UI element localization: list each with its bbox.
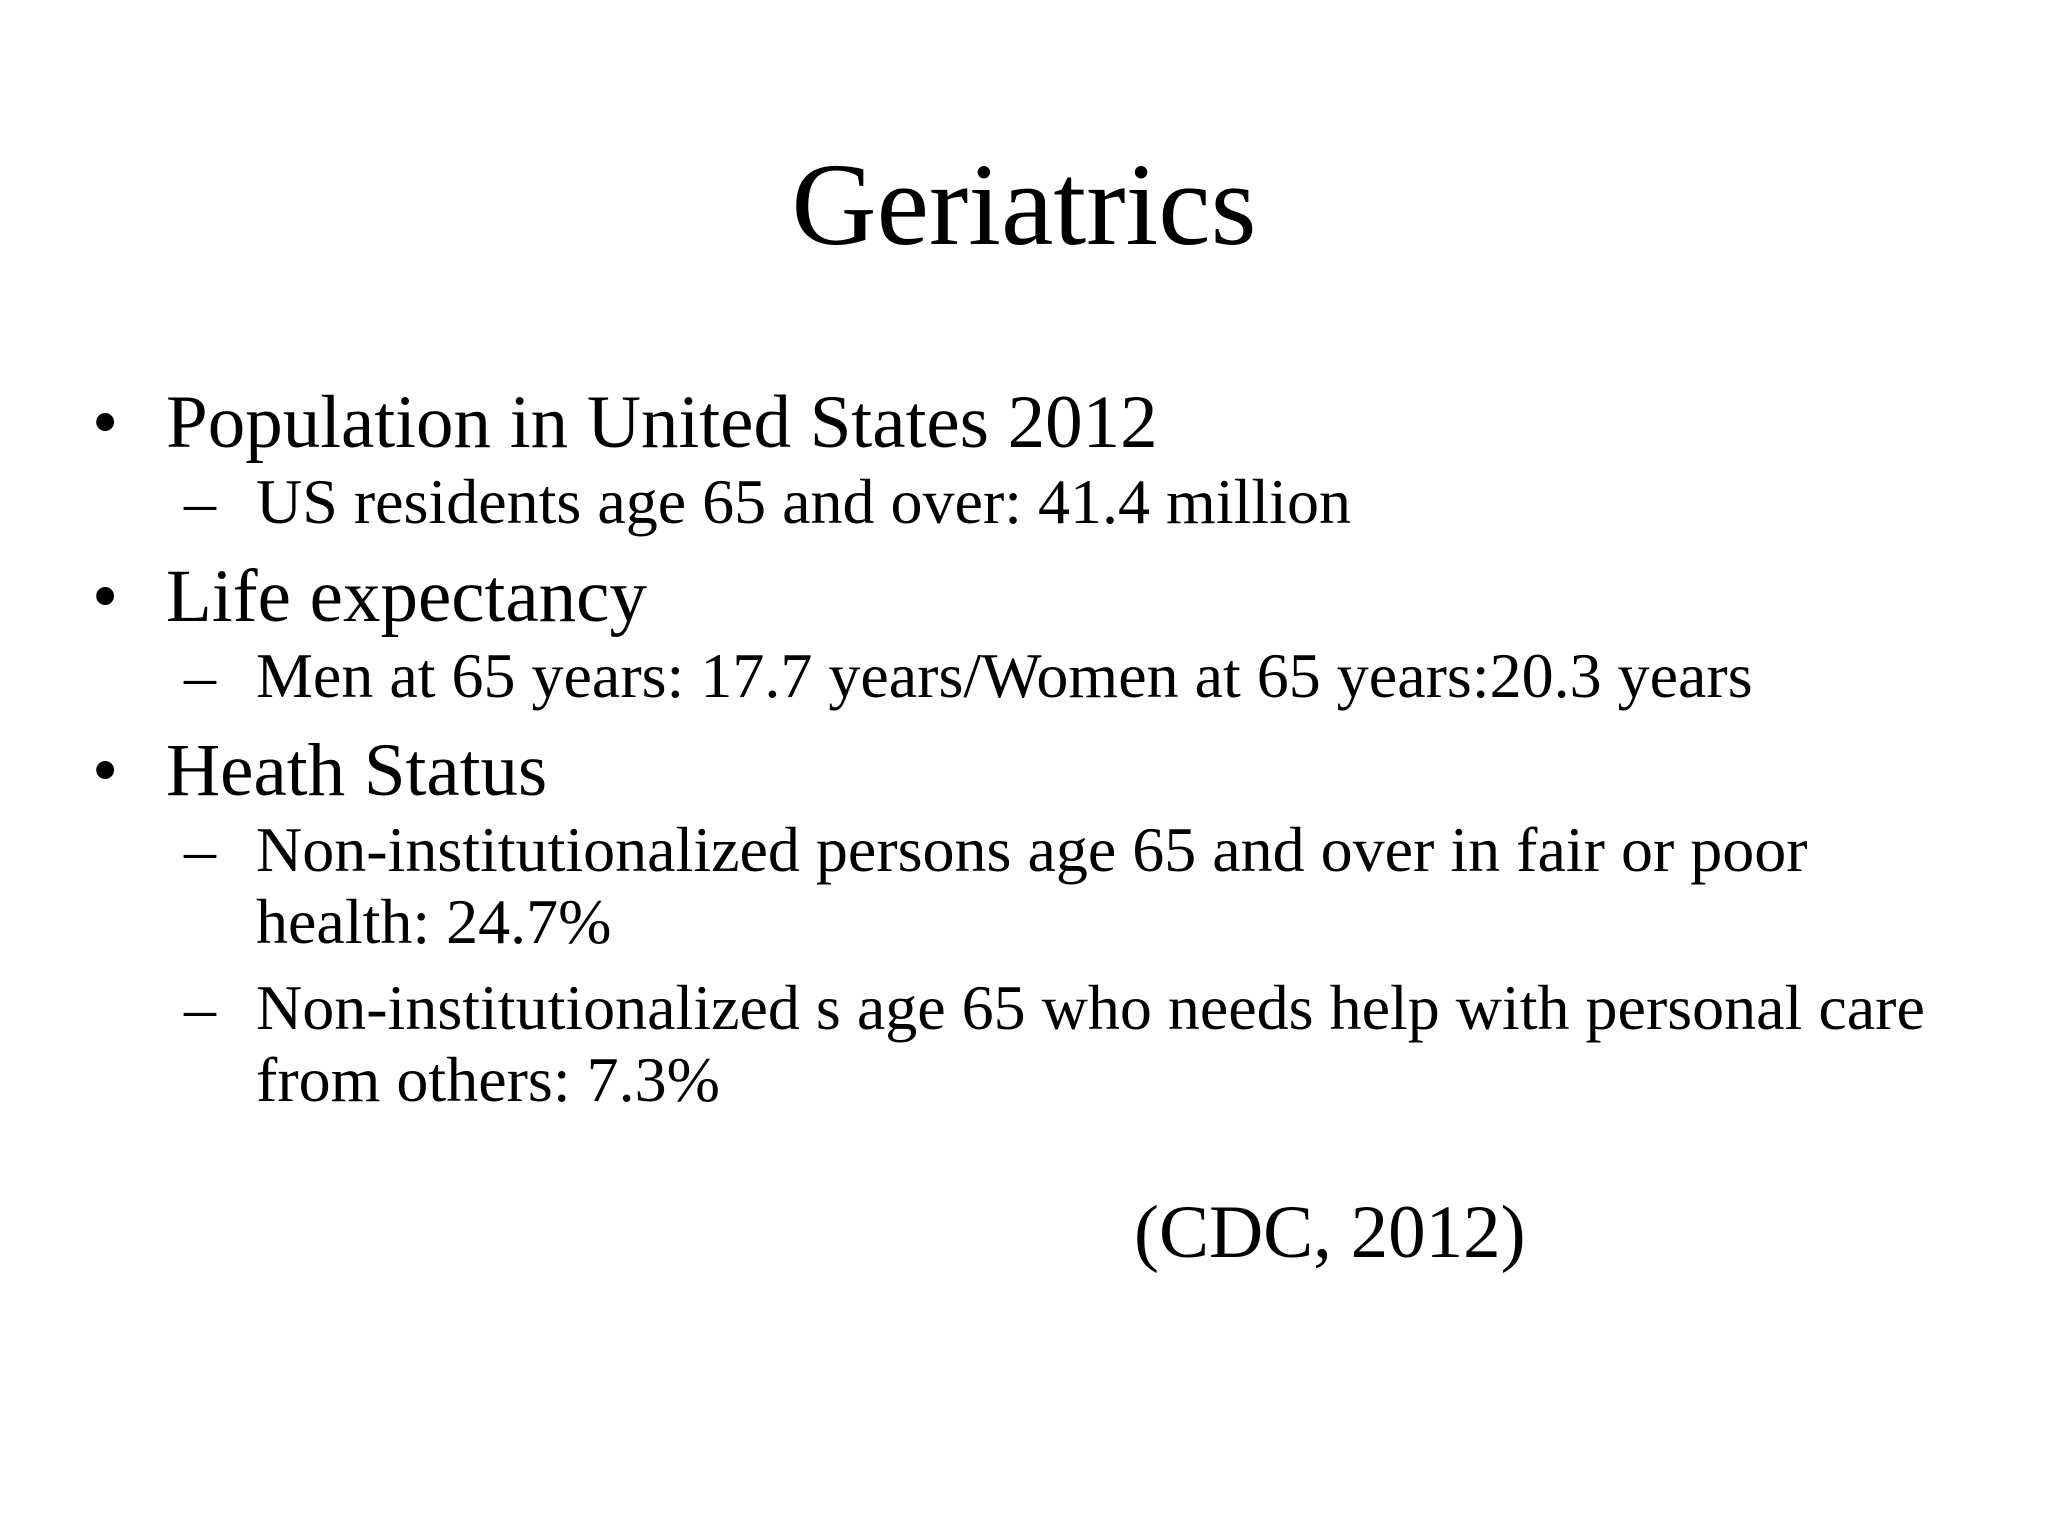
dash-icon: – [184, 972, 216, 1043]
bullet-dot-icon: • [92, 381, 119, 464]
sub-bullet-personal-care [92, 972, 1956, 1116]
sub-bullet-fair-poor-health [92, 814, 1956, 958]
bullet-life-expectancy [92, 554, 1992, 640]
citation: (CDC, 2012) [1134, 1191, 1526, 1274]
bullet-health-status [92, 728, 1992, 814]
dash-icon: – [184, 814, 216, 885]
slide-title: Geriatrics [791, 139, 1257, 270]
bullet-list [92, 380, 1992, 1116]
bullet-text: Population in United States 2012 [166, 381, 1158, 464]
bullet-text: Life expectancy [166, 555, 647, 638]
sub-bullet-text: Men at 65 years: 17.7 years/Women at 65 years:20.3 years [256, 640, 1753, 711]
sub-bullet-text: Non-institutionalized persons age 65 and over in fair or poor health: 24.7% [256, 814, 1808, 957]
bullet-text: Heath Status [166, 729, 548, 812]
dash-icon: – [184, 466, 216, 537]
bullet-dot-icon: • [92, 555, 119, 638]
dash-icon: – [184, 640, 216, 711]
bullet-population [92, 380, 1992, 466]
sub-bullet-text: US residents age 65 and over: 41.4 million [256, 466, 1351, 537]
sub-bullet-residents [92, 466, 1992, 538]
sub-bullet-text: Non-institutionalized s age 65 who needs help with personal care from others: 7.3% [256, 972, 1925, 1115]
bullet-dot-icon: • [92, 729, 119, 812]
sub-bullet-life-expectancy [92, 640, 1992, 712]
